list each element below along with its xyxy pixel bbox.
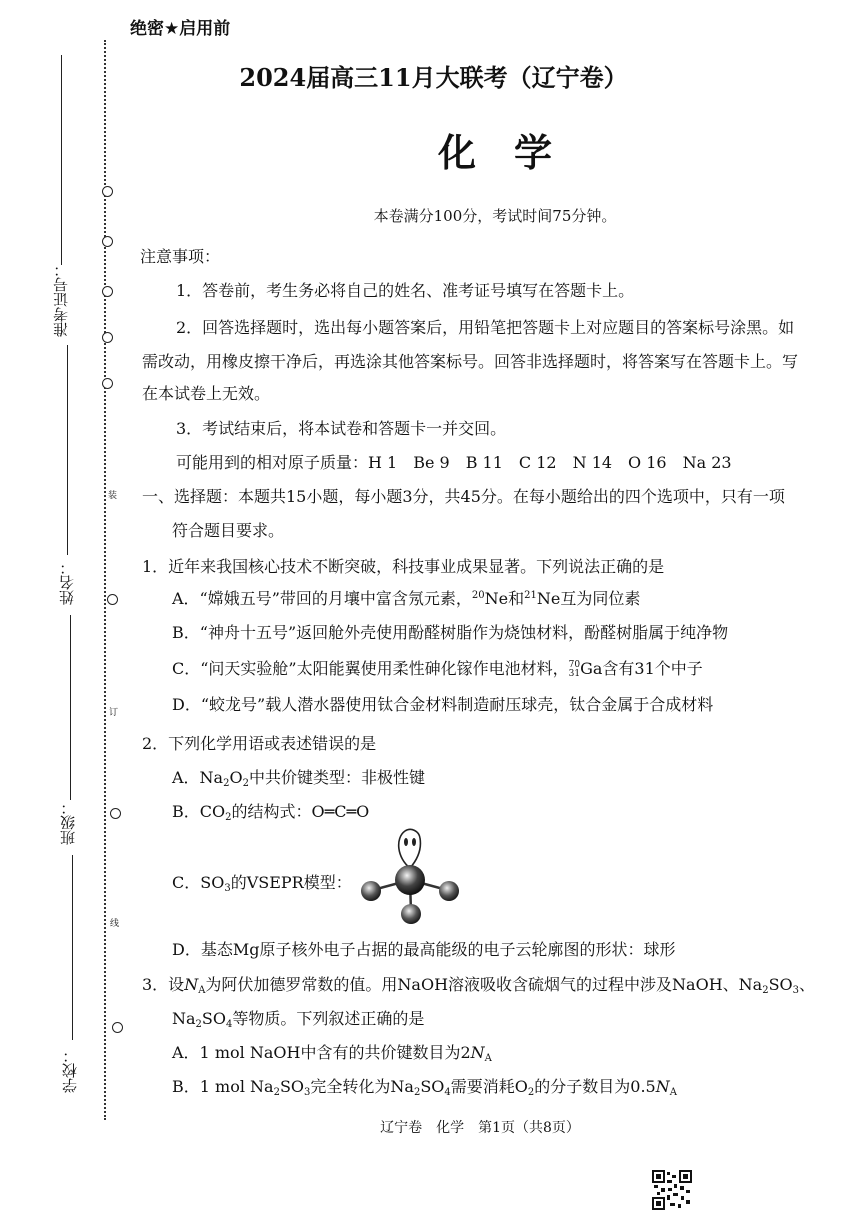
note-item-1: 1．答卷前，考生务必将自己的姓名、准考证号填写在答题卡上。	[176, 281, 635, 300]
atomic-masses: 可能用到的相对原子质量：H 1 Be 9 B 11 C 12 N 14 O 16 Na 23	[176, 453, 732, 472]
q3-option-a: A．1 mol NaOH中含有的共价键数目为$2N_A$	[172, 1043, 492, 1064]
exam-info: 本卷满分100分，考试时间75分钟。	[373, 207, 617, 225]
q1-stem: 1．近年来我国核心技术不断突破，科技事业成果显著。下列说法正确的是	[142, 557, 665, 576]
qr-code-image	[652, 1170, 692, 1210]
binding-hole	[102, 186, 113, 197]
label-school: 学校：	[61, 1048, 79, 1093]
q3-stem-line2: $Na_2SO_4$等物质。下列叙述正确的是	[172, 1009, 425, 1030]
binding-line	[67, 345, 68, 555]
binding-line	[70, 615, 71, 800]
section-heading-line2: 符合题目要求。	[172, 521, 285, 540]
note-item-2-line1: 2．回答选择题时，选出每小题答案后，用铅笔把答题卡上对应题目的答案标号涂黑。如	[176, 318, 795, 337]
binding-line	[72, 855, 73, 1040]
notes-heading: 注意事项：	[140, 247, 221, 266]
binding-hole	[102, 378, 113, 389]
section-heading-line1: 一、选择题：本题共15小题，每小题3分，共45分。在每小题给出的四个选项中，只有一项	[142, 487, 785, 506]
binding-hole	[112, 1022, 123, 1033]
note-item-3: 3．考试结束后，将本试卷和答题卡一并交回。	[176, 419, 507, 438]
binding-mark-ding: 订	[109, 708, 119, 718]
lone-pair-lobe	[399, 829, 421, 868]
label-name: 姓名：	[58, 560, 76, 605]
label-exam-number: 准考证号：	[52, 262, 70, 337]
secret-mark: 绝密★启用前	[130, 19, 231, 39]
binding-hole	[107, 594, 118, 605]
binding-mark-xian: 线	[110, 919, 120, 929]
ligand-atom	[361, 881, 381, 901]
exam-title: 2024届高三11月大联考（辽宁卷）	[239, 63, 628, 92]
q1-option-c: C．“问天实验舱”太阳能翼使用柔性砷化镓作电池材料， 70 31 Ga含有31个中子	[172, 659, 703, 679]
q2-option-a: A．$Na_2O_2$中共价键类型：非极性键	[172, 768, 425, 789]
central-atom	[395, 865, 425, 895]
binding-hole	[110, 808, 121, 819]
q1-option-d: D．“蛟龙号”载人潜水器使用钛合金材料制造耐压球壳，钛合金属于合成材料	[172, 695, 714, 714]
subject-title: 化 学	[437, 131, 552, 175]
binding-hole	[102, 236, 113, 247]
label-class: 班级：	[59, 800, 77, 845]
q3-option-b: B．1 mol $Na_2SO_3$完全转化为$Na_2SO_4$需要消耗$O_2$的分子数目为$0.5N_A$	[172, 1077, 677, 1098]
ligand-atom	[401, 904, 421, 924]
q2-option-d: D．基态Mg原子核外电子占据的最高能级的电子云轮廓图的形状：球形	[172, 940, 676, 959]
vsepr-model-image	[355, 828, 465, 928]
q2-option-c: C．$SO_3$的VSEPR模型：	[172, 873, 352, 894]
q2-stem: 2．下列化学用语或表述错误的是	[142, 734, 377, 753]
ligand-atom	[439, 881, 459, 901]
binding-hole	[102, 332, 113, 343]
page-footer: 辽宁卷 化学 第1页（共8页）	[380, 1120, 580, 1136]
binding-dotted-line	[104, 40, 106, 1120]
note-item-2-line3: 在本试卷上无效。	[142, 384, 271, 403]
q2-option-b: B．$CO_2$的结构式：O═C═O	[172, 802, 370, 823]
note-item-2-line2: 需改动，用橡皮擦干净后，再选涂其他答案标号。回答非选择题时，将答案写在答题卡上。写	[142, 352, 799, 371]
q1-option-b: B．“神舟十五号”返回舱外壳使用酚醛树脂作为烧蚀材料，酚醛树脂属于纯净物	[172, 623, 729, 642]
q3-stem-line1: 3．设$N_A$为阿伏加德罗常数的值。用NaOH溶液吸收含硫烟气的过程中涉及NaOH、$Na_2SO_3$、	[142, 975, 816, 996]
q1-option-a: A．“嫦娥五号”带回的月壤中富含氖元素，$^{20}$Ne和$^{21}$Ne互为同位素	[172, 589, 641, 608]
binding-hole	[102, 286, 113, 297]
binding-mark-zhuang: 装	[108, 491, 118, 501]
